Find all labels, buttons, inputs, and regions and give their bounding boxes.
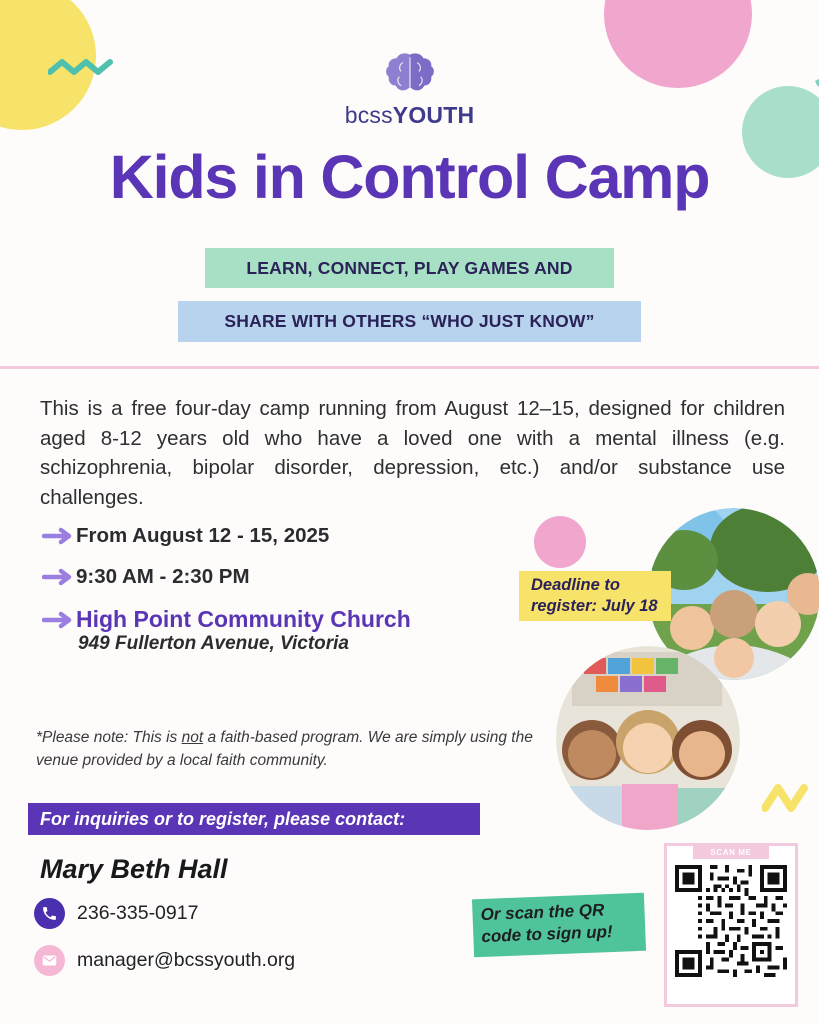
tagline-banner-1-text: LEARN, CONNECT, PLAY GAMES AND xyxy=(246,257,573,278)
qr-code-card[interactable] xyxy=(664,843,798,1007)
tagline-banner-2 xyxy=(178,301,641,342)
contact-email-address: manager@bcssyouth.org xyxy=(77,949,296,971)
tagline-banner-1 xyxy=(205,248,614,288)
brand-wordmark xyxy=(345,102,475,129)
contact-phone-number: 236-335-0917 xyxy=(77,902,199,924)
brain-icon xyxy=(381,52,439,98)
section-divider xyxy=(0,366,819,369)
faith-note-after: a faith-based program. We are simply using the venue provided by a local faith community. xyxy=(36,729,533,770)
brand-name-bold: YOUTH xyxy=(392,102,475,128)
deadline-badge xyxy=(519,571,671,621)
detail-row-dates xyxy=(42,524,522,548)
deadline-line-1: Deadline to xyxy=(531,576,620,595)
brand-logo xyxy=(0,52,819,129)
qr-prompt-text xyxy=(480,898,644,948)
arrow-right-icon xyxy=(42,527,76,545)
detail-venue: High Point Community Church xyxy=(76,606,411,632)
faith-note-before: *Please note: This is xyxy=(36,729,182,746)
detail-time: 9:30 AM - 2:30 PM xyxy=(76,565,250,588)
contact-banner xyxy=(28,803,480,835)
arrow-right-icon xyxy=(42,611,76,629)
contact-name: Mary Beth Hall xyxy=(40,854,228,884)
faith-note xyxy=(36,726,546,773)
phone-icon xyxy=(34,898,65,929)
zigzag-yellow-icon xyxy=(762,780,818,814)
qr-code-image[interactable] xyxy=(675,865,787,977)
detail-row-time xyxy=(42,565,522,589)
detail-address: 949 Fullerton Avenue, Victoria xyxy=(78,633,350,654)
detail-dates: From August 12 - 15, 2025 xyxy=(76,524,330,547)
qr-prompt-line-2: code to sign up! xyxy=(481,922,614,947)
decorative-pink-dot xyxy=(534,516,586,568)
camp-details-list xyxy=(42,524,522,655)
tagline-banner-2-text: SHARE WITH OTHERS “WHO JUST KNOW” xyxy=(224,311,595,331)
intro-paragraph: This is a free four-day camp running from August 12–15, designed for children aged 8-12 years old who have a loved one with a mental illness (e.g. schizophrenia, bipolar disorder, depression, etc.) and/or substance use challenges. xyxy=(40,397,785,510)
detail-row-venue xyxy=(42,606,522,633)
contact-phone-row[interactable] xyxy=(34,898,198,929)
arrow-right-icon xyxy=(42,568,76,586)
brand-name-light: bcss xyxy=(344,102,393,128)
qr-scan-label: SCAN ME xyxy=(693,846,769,859)
deadline-line-2: register: July 18 xyxy=(531,597,658,615)
photo-smiling-children xyxy=(556,646,740,830)
envelope-icon xyxy=(34,945,65,976)
page-title: Kids in Control Camp xyxy=(109,143,710,211)
faith-note-emphasis: not xyxy=(181,729,204,746)
contact-email-row[interactable] xyxy=(34,945,295,976)
qr-prompt-line-1: Or scan the QR xyxy=(480,900,605,925)
contact-banner-text: For inquiries or to register, please contact: xyxy=(40,808,406,829)
